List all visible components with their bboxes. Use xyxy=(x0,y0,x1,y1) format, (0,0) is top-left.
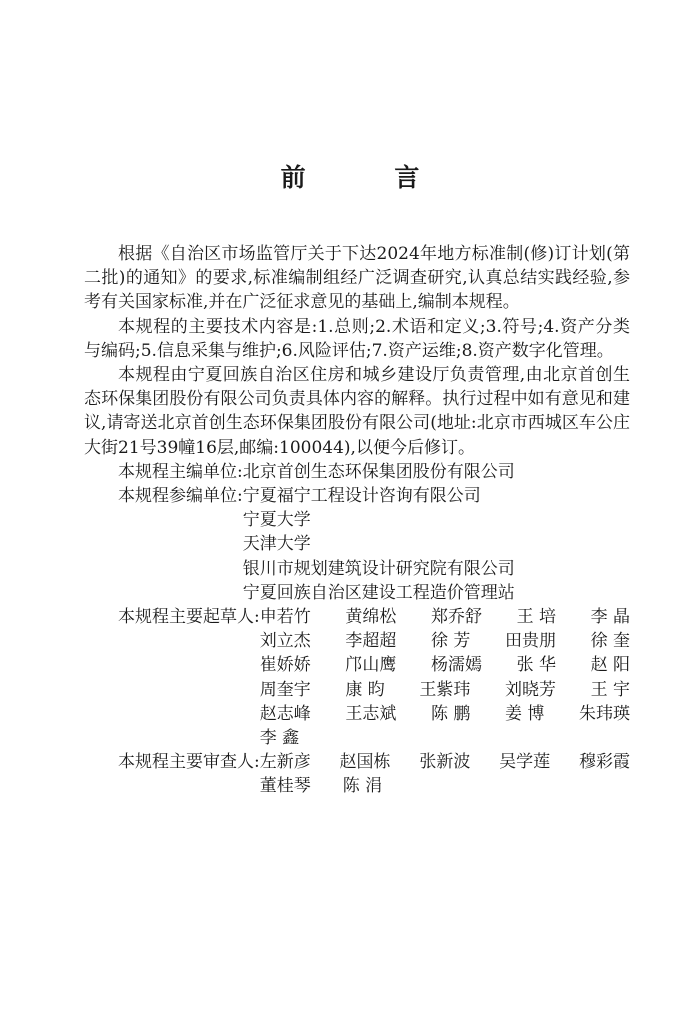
reviewers-section xyxy=(84,750,630,798)
paragraph: 根据《自治区市场监管厅关于下达2024年地方标准制(修)订计划(第二批)的通知》的要求,标准编制组经广泛调查研究,认真总结实践经验,参考有关国家标准,并在广泛征求意见的基础上,编制本规程。 xyxy=(84,244,630,313)
person-name: 赵志峰 xyxy=(259,703,311,724)
names-line xyxy=(260,678,630,702)
person-name: 穆彩霞 xyxy=(578,752,630,773)
participating-units-row xyxy=(84,484,630,605)
drafters-section xyxy=(84,605,630,750)
person-name: 李超超 xyxy=(345,631,397,652)
paragraph: 本规程由宁夏回族自治区住房和城乡建设厅负责管理,由北京首创生态环保集团股份有限公司负责具体内容的解释。执行过程中如有意见和建议,请寄送北京首创生态环保集团股份有限公司(地址:北京市西城区车公庄大街21号39幢16层,邮编:100044),以便今后修订。 xyxy=(84,365,630,458)
person-name: 陈 鹏 xyxy=(430,703,471,724)
page-title: 前 言 xyxy=(280,163,460,192)
person-name: 赵国栋 xyxy=(339,752,391,773)
names-line xyxy=(260,605,630,629)
person-name: 董桂琴 xyxy=(259,776,311,797)
participating-unit: 天津大学 xyxy=(242,534,311,555)
person-name: 周奎宇 xyxy=(259,679,311,700)
chief-editor-row xyxy=(84,460,630,484)
participating-unit: 宁夏福宁工程设计咨询有限公司 xyxy=(242,486,481,507)
person-name: 朱玮瑛 xyxy=(578,703,630,724)
names-line xyxy=(260,750,630,774)
person-name: 左新彦 xyxy=(259,752,311,773)
person-name: 张新波 xyxy=(419,752,471,773)
person-name: 田贵朋 xyxy=(504,631,556,652)
names-line xyxy=(260,702,630,726)
names-line xyxy=(260,653,630,677)
person-name: 王 宇 xyxy=(590,679,630,700)
person-name: 刘晓芳 xyxy=(504,679,556,700)
reviewers-list xyxy=(260,750,630,798)
person-name: 王志斌 xyxy=(345,703,397,724)
drafters-label: 本规程主要起草人: xyxy=(118,607,260,628)
person-name: 陈 涓 xyxy=(342,776,383,797)
participating-units-list xyxy=(243,484,515,605)
names-line xyxy=(260,774,630,798)
drafters-list xyxy=(260,605,630,750)
person-name: 李 鑫 xyxy=(259,727,300,748)
participating-unit: 宁夏大学 xyxy=(242,510,311,531)
person-name: 赵 阳 xyxy=(590,655,630,676)
person-name: 徐 芳 xyxy=(430,631,471,652)
person-name: 徐 奎 xyxy=(590,631,630,652)
person-name: 姜 博 xyxy=(504,703,545,724)
preface-body xyxy=(84,242,630,799)
participating-unit: 银川市规划建筑设计研究院有限公司 xyxy=(242,558,515,579)
participating-unit: 宁夏回族自治区建设工程造价管理站 xyxy=(242,582,515,603)
person-name: 杨濡嫣 xyxy=(430,655,482,676)
chief-editor-value: 北京首创生态环保集团股份有限公司 xyxy=(242,461,515,482)
person-name: 黄绵松 xyxy=(345,607,397,628)
person-name: 崔娇娇 xyxy=(259,655,311,676)
person-name: 王紫玮 xyxy=(419,679,471,700)
person-name: 王 培 xyxy=(516,607,556,628)
person-name: 张 华 xyxy=(516,655,556,676)
person-name: 申若竹 xyxy=(259,607,311,628)
person-name: 吴学莲 xyxy=(499,752,551,773)
person-name: 刘立杰 xyxy=(259,631,311,652)
person-name: 李 晶 xyxy=(590,607,630,628)
names-line xyxy=(260,726,630,750)
chief-editor-label: 本规程主编单位: xyxy=(118,461,243,482)
person-name: 郑乔舒 xyxy=(430,607,482,628)
reviewers-label: 本规程主要审查人: xyxy=(118,752,260,773)
person-name: 邝山鹰 xyxy=(345,655,397,676)
names-line xyxy=(260,629,630,653)
paragraph: 本规程的主要技术内容是:1.总则;2.术语和定义;3.符号;4.资产分类与编码;5.信息采集与维护;6.风险评估;7.资产运维;8.资产数字化管理。 xyxy=(84,316,630,361)
person-name: 康 昀 xyxy=(345,679,385,700)
participating-units-label: 本规程参编单位: xyxy=(118,486,243,507)
